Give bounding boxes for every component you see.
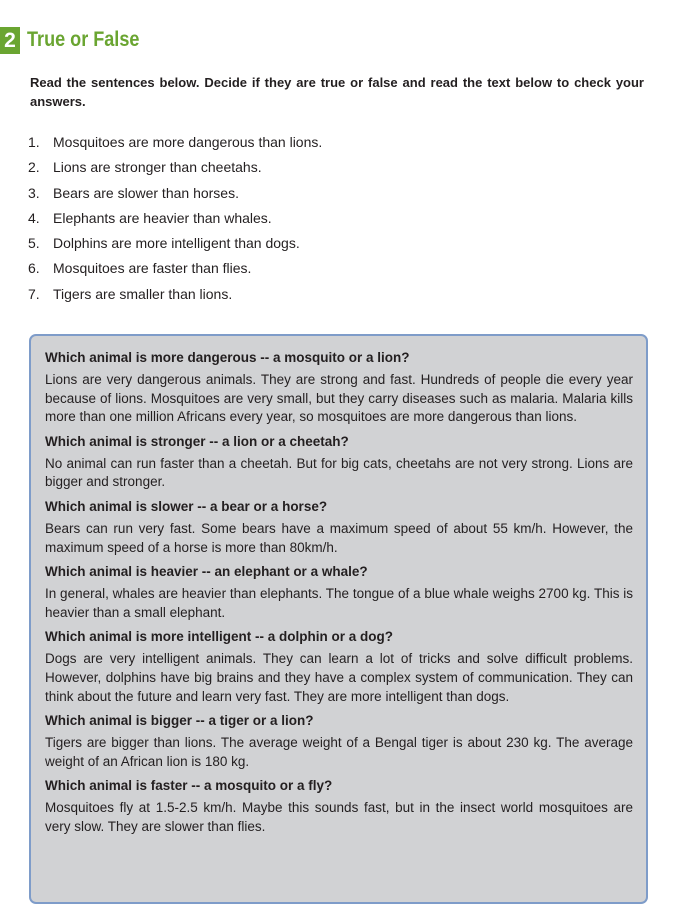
- qa-block: [45, 776, 633, 836]
- qa-block: [45, 497, 633, 557]
- answer-paragraph: Lions are very dangerous animals. They are strong and fast. Hundreds of people die every year because of lions. Mosquitoes are very small, but they carry diseases such as malaria. Malaria kills more than one million Africans every year, so mosquitoes are more dangerous than lions.: [45, 372, 633, 425]
- reading-text-box: [29, 334, 648, 904]
- statement-item: [28, 257, 322, 282]
- question-heading: Which animal is bigger -- a tiger or a lion?: [45, 713, 314, 729]
- question-heading: Which animal is slower -- a bear or a horse?: [45, 498, 328, 514]
- section-title: True or False: [27, 28, 140, 51]
- statement-text: Mosquitoes are more dangerous than lions.: [53, 134, 323, 150]
- statement-number: 1.: [28, 134, 40, 150]
- answer-paragraph: In general, whales are heavier than elephants. The tongue of a blue whale weighs 2700 kg. This is heavier than a small elephant.: [45, 586, 633, 620]
- qa-block: [45, 711, 633, 771]
- answer-paragraph: Dogs are very intelligent animals. They can learn a lot of tricks and solve difficult problems. However, dolphins have big brains and they have a complex system of communication. They can think about the future and learn very fast. They are more intelligent than dogs.: [45, 651, 633, 704]
- answer-paragraph: Tigers are bigger than lions. The average weight of a Bengal tiger is about 230 kg. The average weight of an African lion is 180 kg.: [45, 735, 633, 769]
- statement-item: [28, 232, 322, 257]
- question-heading: Which animal is stronger -- a lion or a cheetah?: [45, 433, 349, 449]
- question-heading: Which animal is heavier -- an elephant or a whale?: [45, 564, 368, 580]
- qa-block: [45, 348, 633, 427]
- statement-text: Bears are slower than horses.: [53, 184, 239, 201]
- statement-text: Mosquitoes are faster than flies.: [53, 260, 252, 277]
- answer-paragraph: Bears can run very fast. Some bears have a maximum speed of about 55 km/h. However, the maximum speed of a horse is more than 80km/h.: [45, 520, 633, 555]
- statement-text: Tigers are smaller than lions.: [53, 285, 233, 302]
- statement-number: 5.: [28, 235, 40, 252]
- statement-list: [28, 131, 322, 308]
- statement-number: 3.: [28, 184, 40, 201]
- qa-block: [45, 627, 633, 706]
- statement-item: [28, 283, 322, 308]
- statement-item: [28, 131, 322, 156]
- statement-item: [28, 207, 322, 232]
- statement-number: 7.: [28, 285, 40, 302]
- statement-text: Dolphins are more intelligent than dogs.: [53, 235, 300, 252]
- statement-item: [28, 182, 322, 207]
- qa-block: [45, 432, 633, 492]
- answer-paragraph: Mosquitoes fly at 1.5-2.5 km/h. Maybe this sounds fast, but in the insect world mosquitoes are very slow. They are slower than flies.: [45, 800, 633, 834]
- question-heading: Which animal is more intelligent -- a dolphin or a dog?: [45, 629, 394, 645]
- statement-text: Elephants are heavier than whales.: [53, 209, 272, 226]
- qa-block: [45, 562, 633, 622]
- statement-number: 2.: [28, 159, 40, 176]
- statement-number: 4.: [28, 209, 40, 226]
- section-number-badge: 2: [0, 27, 20, 54]
- question-heading: Which animal is faster -- a mosquito or a fly?: [45, 778, 333, 794]
- statement-item: [28, 156, 322, 181]
- answer-paragraph: No animal can run faster than a cheetah. But for big cats, cheetahs are not very strong. Lions are bigger and stronger.: [45, 455, 633, 490]
- section-header: [0, 26, 158, 54]
- statement-text: Lions are stronger than cheetahs.: [53, 159, 262, 176]
- instructions: Read the sentences below. Decide if they are true or false and read the text below to check your answers.: [30, 75, 644, 109]
- question-heading: Which animal is more dangerous -- a mosquito or a lion?: [45, 350, 410, 365]
- statement-number: 6.: [28, 260, 40, 277]
